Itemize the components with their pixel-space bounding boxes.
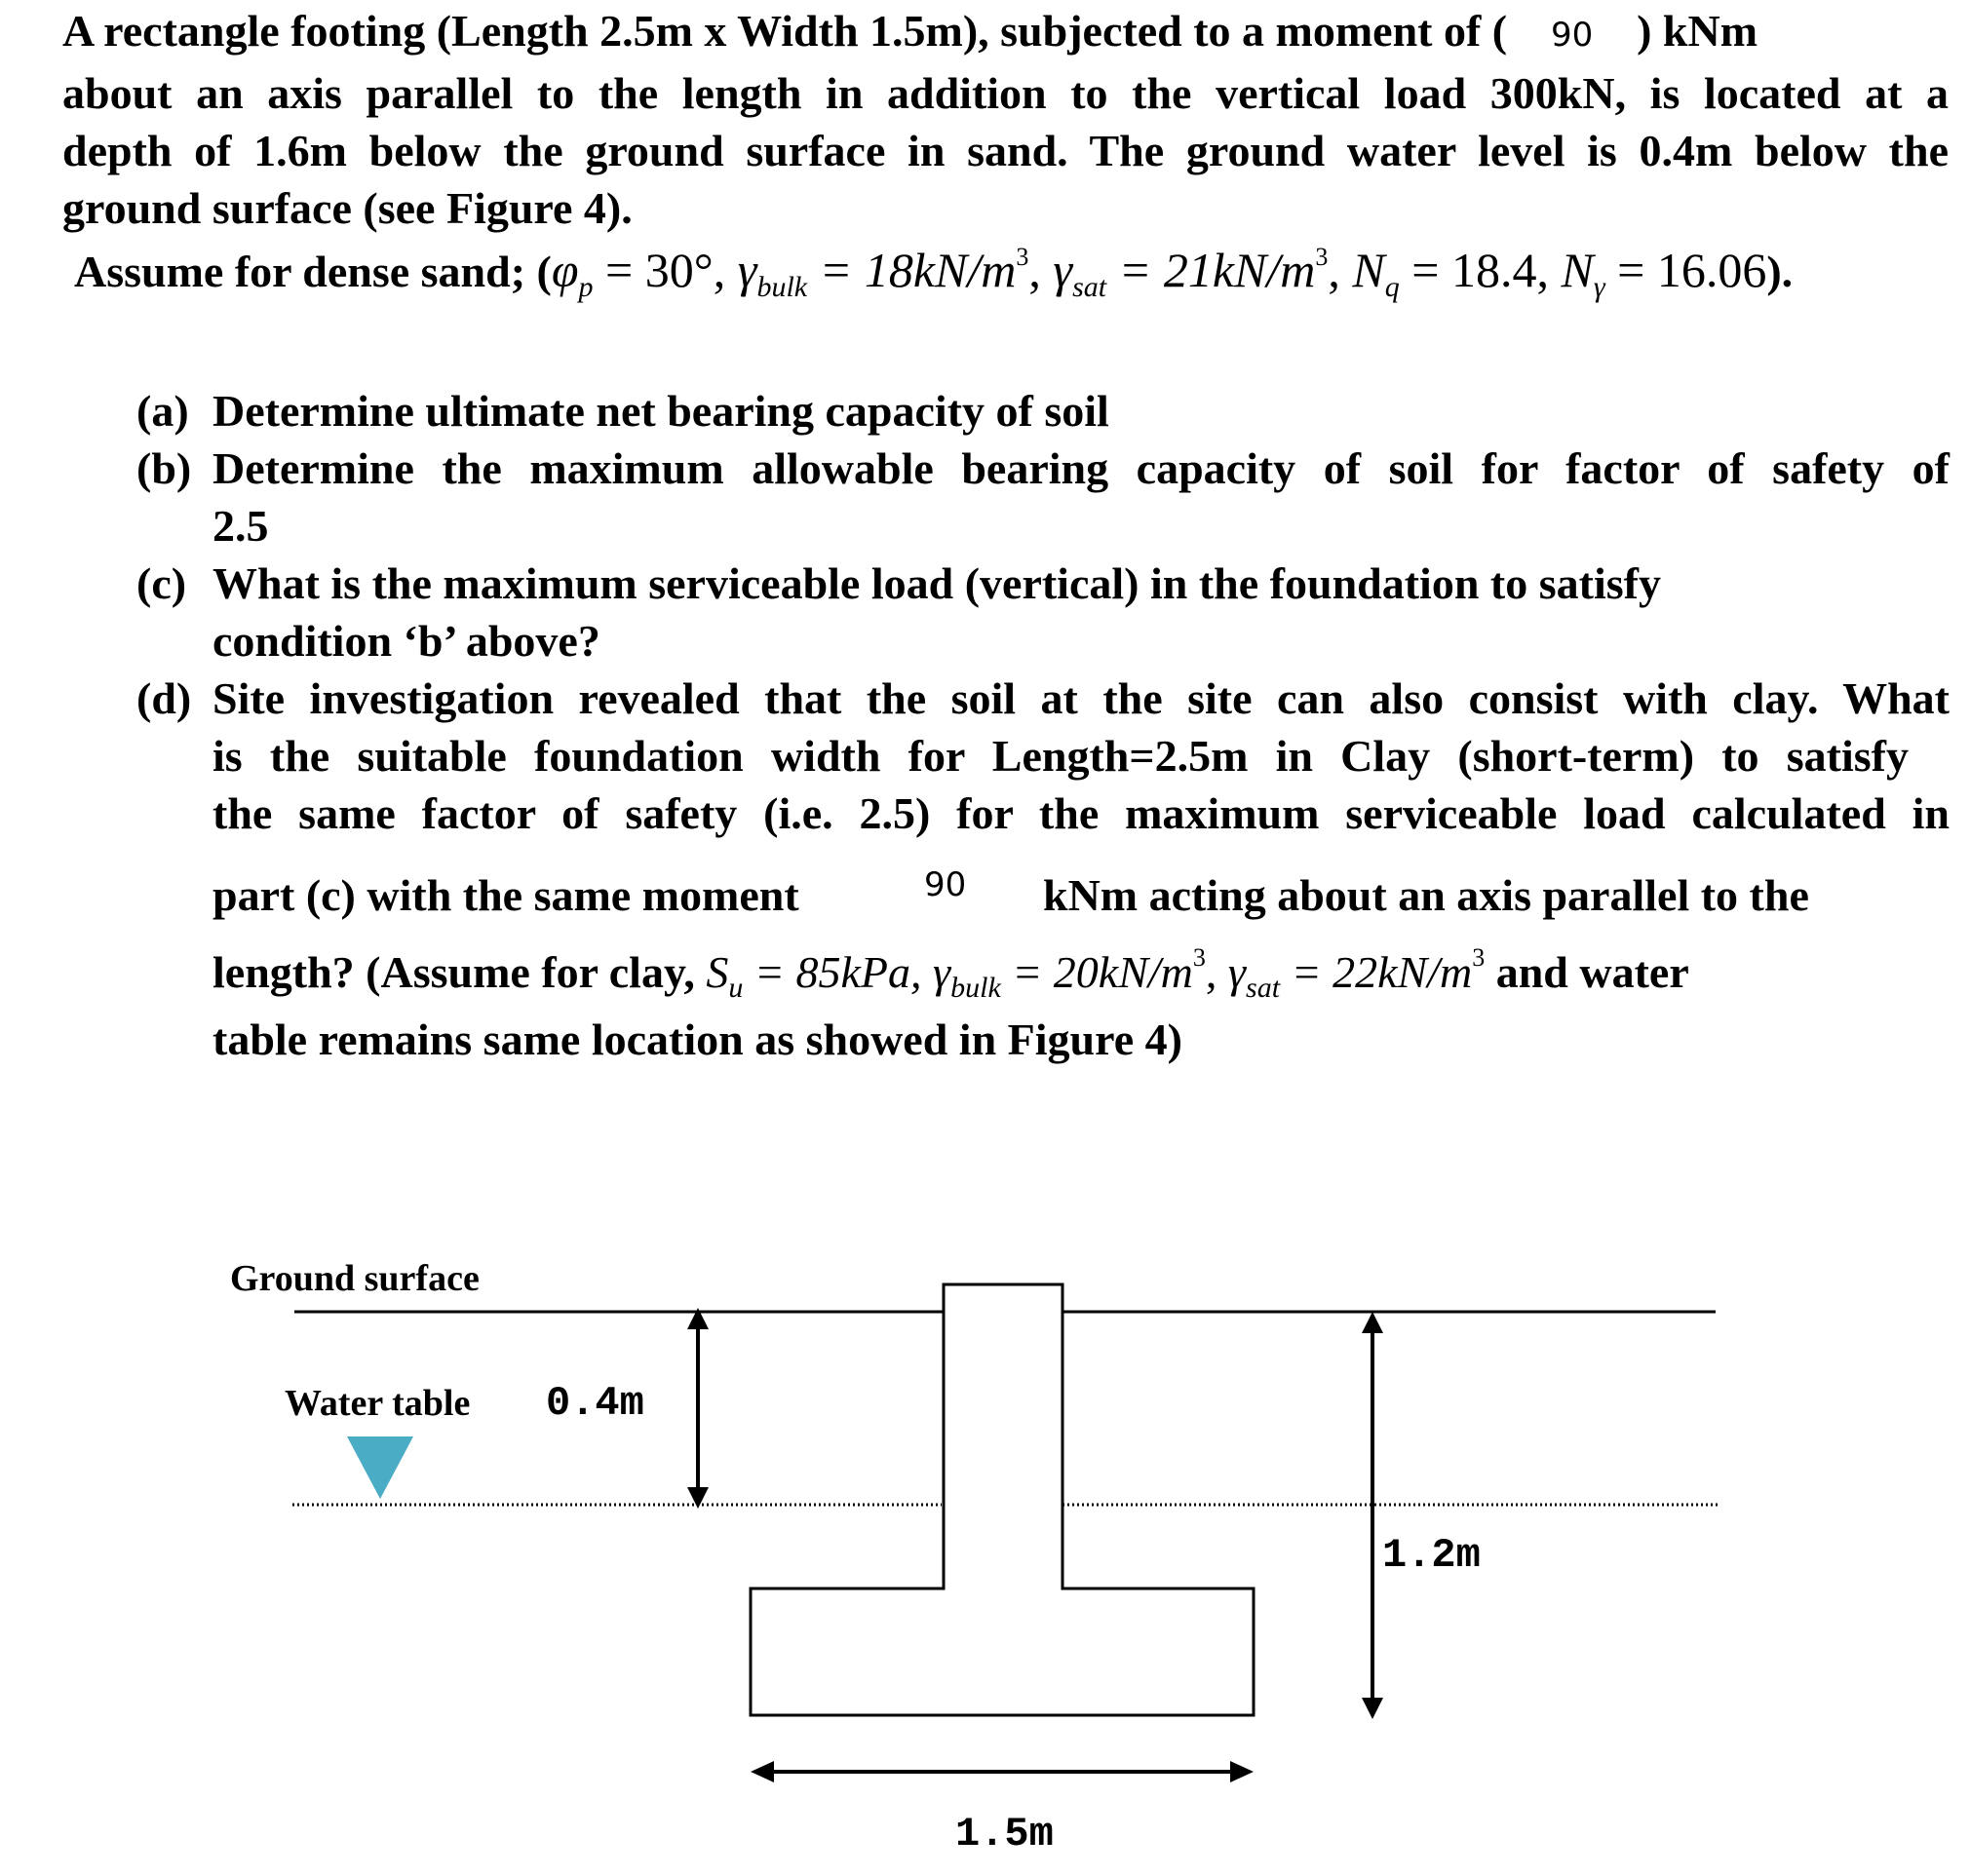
phi-subscript: p xyxy=(578,271,594,303)
question-d-label: (d) xyxy=(136,673,192,723)
ngamma-symbol: N xyxy=(1561,243,1594,297)
question-d-text-5a: length? (Assume for clay, xyxy=(212,947,707,997)
clay-equation: $S_u = 85kPa$, $\gamma_{bulk} = 20kN/m^3$, $\gamma_{sat} = 22kN/m^3$ xyxy=(706,943,1486,1004)
assume-prefix: Assume for dense sand; ( xyxy=(74,247,552,296)
phi-symbol: φ xyxy=(551,243,579,297)
clay-bulk-value: = 20kN/m xyxy=(1000,947,1193,997)
clay-bulk-subscript: bulk xyxy=(950,972,1001,1004)
intro-line-4: ground surface (see Figure 4). xyxy=(62,183,633,233)
question-a-text: Determine ultimate net bearing capacity of soil xyxy=(212,386,1109,436)
footing-depth-arrow-top-icon xyxy=(1362,1312,1383,1333)
su-value: = 85kPa, xyxy=(743,947,933,997)
question-d-text-3: the same factor of safety (i.e. 2.5) for the maximum serviceable load calculated in xyxy=(212,788,1950,838)
clay-bulk-exponent: 3 xyxy=(1192,943,1206,972)
question-a-label: (a) xyxy=(136,386,189,436)
gamma-sat-symbol: γ xyxy=(1053,243,1073,297)
question-d-text-4a: part (c) with the same moment xyxy=(212,870,799,920)
clay-sat-value: = 22kN/m xyxy=(1280,947,1473,997)
footing-column xyxy=(944,1284,1062,1417)
footing-width-label: 1.5m xyxy=(955,1811,1054,1857)
gamma-bulk-symbol: γ xyxy=(737,243,757,297)
footing-depth-arrow-bottom-icon xyxy=(1362,1698,1383,1719)
bulk-subscript: bulk xyxy=(756,271,808,303)
sat-exponent: 3 xyxy=(1315,243,1329,271)
question-c-text-1: What is the maximum serviceable load (vertical) in the foundation to satisfy xyxy=(212,558,1661,608)
su-symbol: S xyxy=(706,947,729,997)
footing-width-arrow-left-icon xyxy=(751,1761,774,1782)
question-d-text-6: table remains same location as showed in Figure 4) xyxy=(212,1015,1182,1064)
intro-line-1-text: A rectangle footing (Length 2.5m x Width 1.5m), subjected to a moment of ( xyxy=(62,6,1508,56)
su-subscript: u xyxy=(728,972,744,1004)
nq-subscript: q xyxy=(1384,271,1400,303)
water-depth-arrow-bottom-icon xyxy=(687,1487,709,1509)
question-c-label: (c) xyxy=(136,558,187,608)
water-table-label: Water table xyxy=(285,1383,471,1424)
question-b-text-2: 2.5 xyxy=(212,501,269,551)
nq-value: = 18.4, xyxy=(1399,243,1562,297)
question-b-text-1: Determine the maximum allowable bearing capacity of soil for factor of safety of xyxy=(212,443,1950,493)
ngamma-value: = 16.06 xyxy=(1604,243,1767,297)
clay-gamma-sat-symbol: γ xyxy=(1227,947,1247,997)
clay-sat-subscript: sat xyxy=(1246,972,1281,1004)
question-d-text-5b: and water xyxy=(1485,947,1689,997)
ngamma-subscript: γ xyxy=(1593,271,1605,303)
sat-value: = 21kN/m xyxy=(1106,243,1316,297)
ground-surface-label: Ground surface xyxy=(230,1258,480,1299)
assume-suffix: ). xyxy=(1766,247,1794,296)
intro-line-2: about an axis parallel to the length in addition to the vertical load 300kN, is located at a xyxy=(62,68,1949,118)
moment-value-handwritten: 90 xyxy=(1550,16,1594,55)
intro-line-3: depth of 1.6m below the ground surface in sand. The ground water level is 0.4m below the xyxy=(62,126,1949,175)
footing-depth-label: 1.2m xyxy=(1382,1532,1481,1579)
clay-sat-exponent: 3 xyxy=(1472,943,1486,972)
nq-symbol: N xyxy=(1352,243,1385,297)
bulk-value: = 18kN/m xyxy=(807,243,1017,297)
clay-gamma-bulk-symbol: γ xyxy=(932,947,951,997)
sat-subscript: sat xyxy=(1072,271,1107,303)
footing-base xyxy=(751,1417,1254,1715)
water-depth-label: 0.4m xyxy=(546,1380,644,1427)
phi-value: = 30°, xyxy=(593,243,738,297)
question-d-text-1: Site investigation revealed that the soil at the site can also consist with clay. What xyxy=(212,673,1950,723)
assume-equation: $\varphi_p = 30^\circ$, $\gamma_{bulk} = 18kN/m^3$, $\gamma_{sat} = 21kN/m^3$, $N_q = 18.4$, $N_\gamma = 16.06$ xyxy=(551,243,1767,303)
water-table-triangle-icon xyxy=(347,1436,413,1499)
bulk-exponent: 3 xyxy=(1016,243,1029,271)
question-b-label: (b) xyxy=(136,443,192,493)
footing-width-arrow-right-icon xyxy=(1230,1761,1254,1782)
question-d-text-4b: kNm acting about an axis parallel to the xyxy=(1043,870,1809,920)
question-d-text-2: is the suitable foundation width for Length=2.5m in Clay (short-term) to satisfy xyxy=(212,731,1909,781)
moment-value-handwritten-2: 90 xyxy=(924,865,967,904)
question-c-text-2: condition ‘b’ above? xyxy=(212,616,600,666)
intro-line-1-unit: ) kNm xyxy=(1637,6,1758,56)
